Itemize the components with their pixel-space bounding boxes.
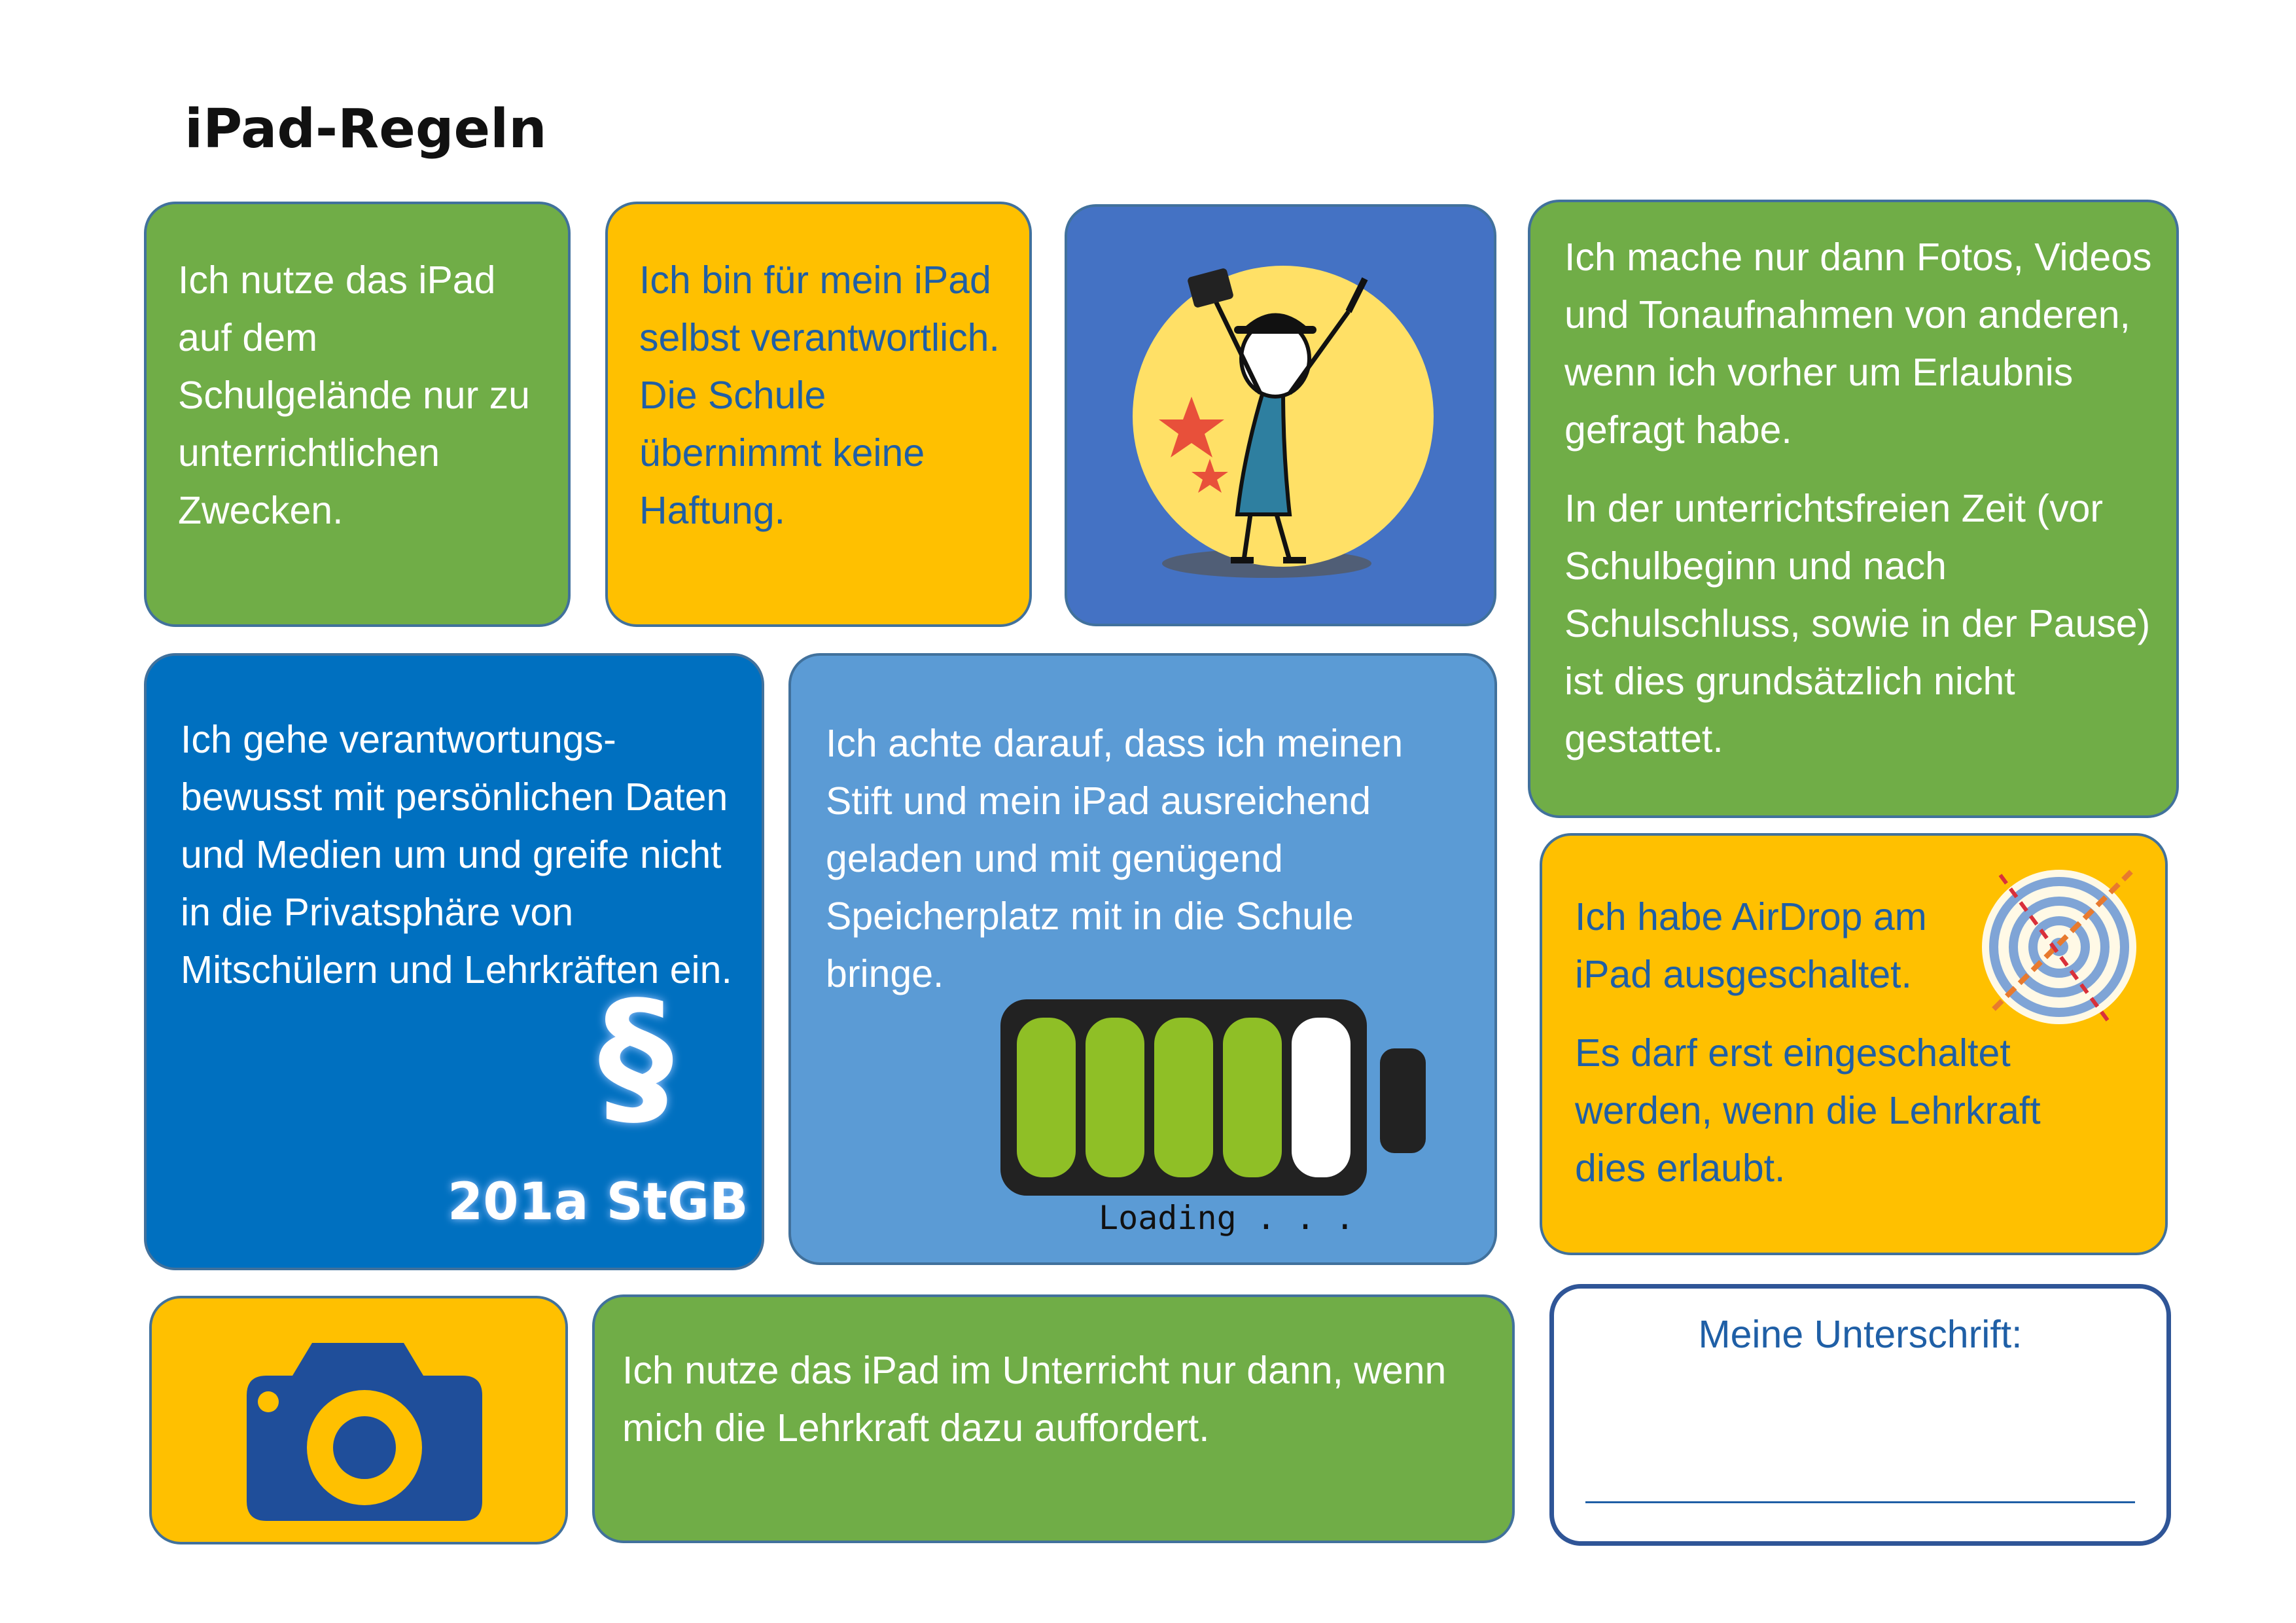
- rule-text-campus: Ich nutze das iPad auf dem Schulgelände nur zu unterrichtlichen Zwecken.: [178, 259, 530, 532]
- rule-text-photos-permission: Ich mache nur dann Fotos, Videos und Tonaufnahmen von anderen, wenn ich vorher um Erlaubnis gefragt habe.: [1564, 236, 2152, 452]
- rule-text-privacy: Ich gehe verantwortungs-bewusst mit persönlichen Daten und Medien um und greife nicht in die Privatsphäre von Mitschülern und Lehrkräften ein.: [181, 718, 732, 991]
- battery-label: Loading . . .: [1099, 1199, 1355, 1237]
- rule-card-campus: [144, 202, 571, 627]
- rule-text-airdrop-off: Ich habe AirDrop am iPad ausgeschaltet.: [1575, 895, 1927, 996]
- rule-card-responsibility: [605, 202, 1032, 627]
- image-card-camera: [149, 1296, 568, 1544]
- battery-cell-filled: [1017, 1018, 1076, 1177]
- battery-cell-filled: [1086, 1018, 1144, 1177]
- rule-card-photos: [1528, 200, 2179, 818]
- signature-label: Meine Unterschrift:: [1698, 1313, 2022, 1356]
- rule-text-charging: Ich achte darauf, dass ich meinen Stift und mein iPad ausreichend geladen und mit genügend Speicherplatz mit in die Schule bringe.: [826, 722, 1404, 995]
- camera-icon: [240, 1330, 489, 1526]
- airdrop-disabled-icon: [1974, 862, 2144, 1032]
- rule-card-lesson: [592, 1294, 1515, 1543]
- rule-card-charging: [788, 653, 1497, 1265]
- rule-text-lesson: Ich nutze das iPad im Unterricht nur dann, wenn mich die Lehrkraft dazu auffordert.: [622, 1349, 1447, 1450]
- rule-text-photos-breaks: In der unterrichtsfreien Zeit (vor Schulbeginn und nach Schulschluss, sowie in der Pause) ist dies grundsätzlich nicht gestattet.: [1564, 487, 2151, 760]
- battery-cell-filled: [1154, 1018, 1213, 1177]
- rule-card-privacy: [144, 653, 764, 1270]
- paragraph-sign: §: [598, 970, 673, 1145]
- law-reference: 201a StGB: [448, 1173, 749, 1232]
- cartoon-photographer-icon: [1067, 207, 1496, 626]
- battery-cell-empty: [1292, 1018, 1351, 1177]
- signature-box[interactable]: [1549, 1284, 2171, 1546]
- image-card-photographer: [1065, 204, 1496, 626]
- rule-card-airdrop: [1540, 833, 2168, 1255]
- rule-text-airdrop-permission: Es darf erst eingeschaltet werden, wenn die Lehrkraft dies erlaubt.: [1575, 1031, 2041, 1190]
- battery-icon: [1000, 999, 1432, 1196]
- battery-cell-filled: [1223, 1018, 1282, 1177]
- rule-text-responsibility: Ich bin für mein iPad selbst verantwortlich. Die Schule übernimmt keine Haftung.: [639, 259, 1000, 532]
- page-title: iPad-Regeln: [185, 98, 547, 160]
- signature-line[interactable]: [1585, 1501, 2135, 1503]
